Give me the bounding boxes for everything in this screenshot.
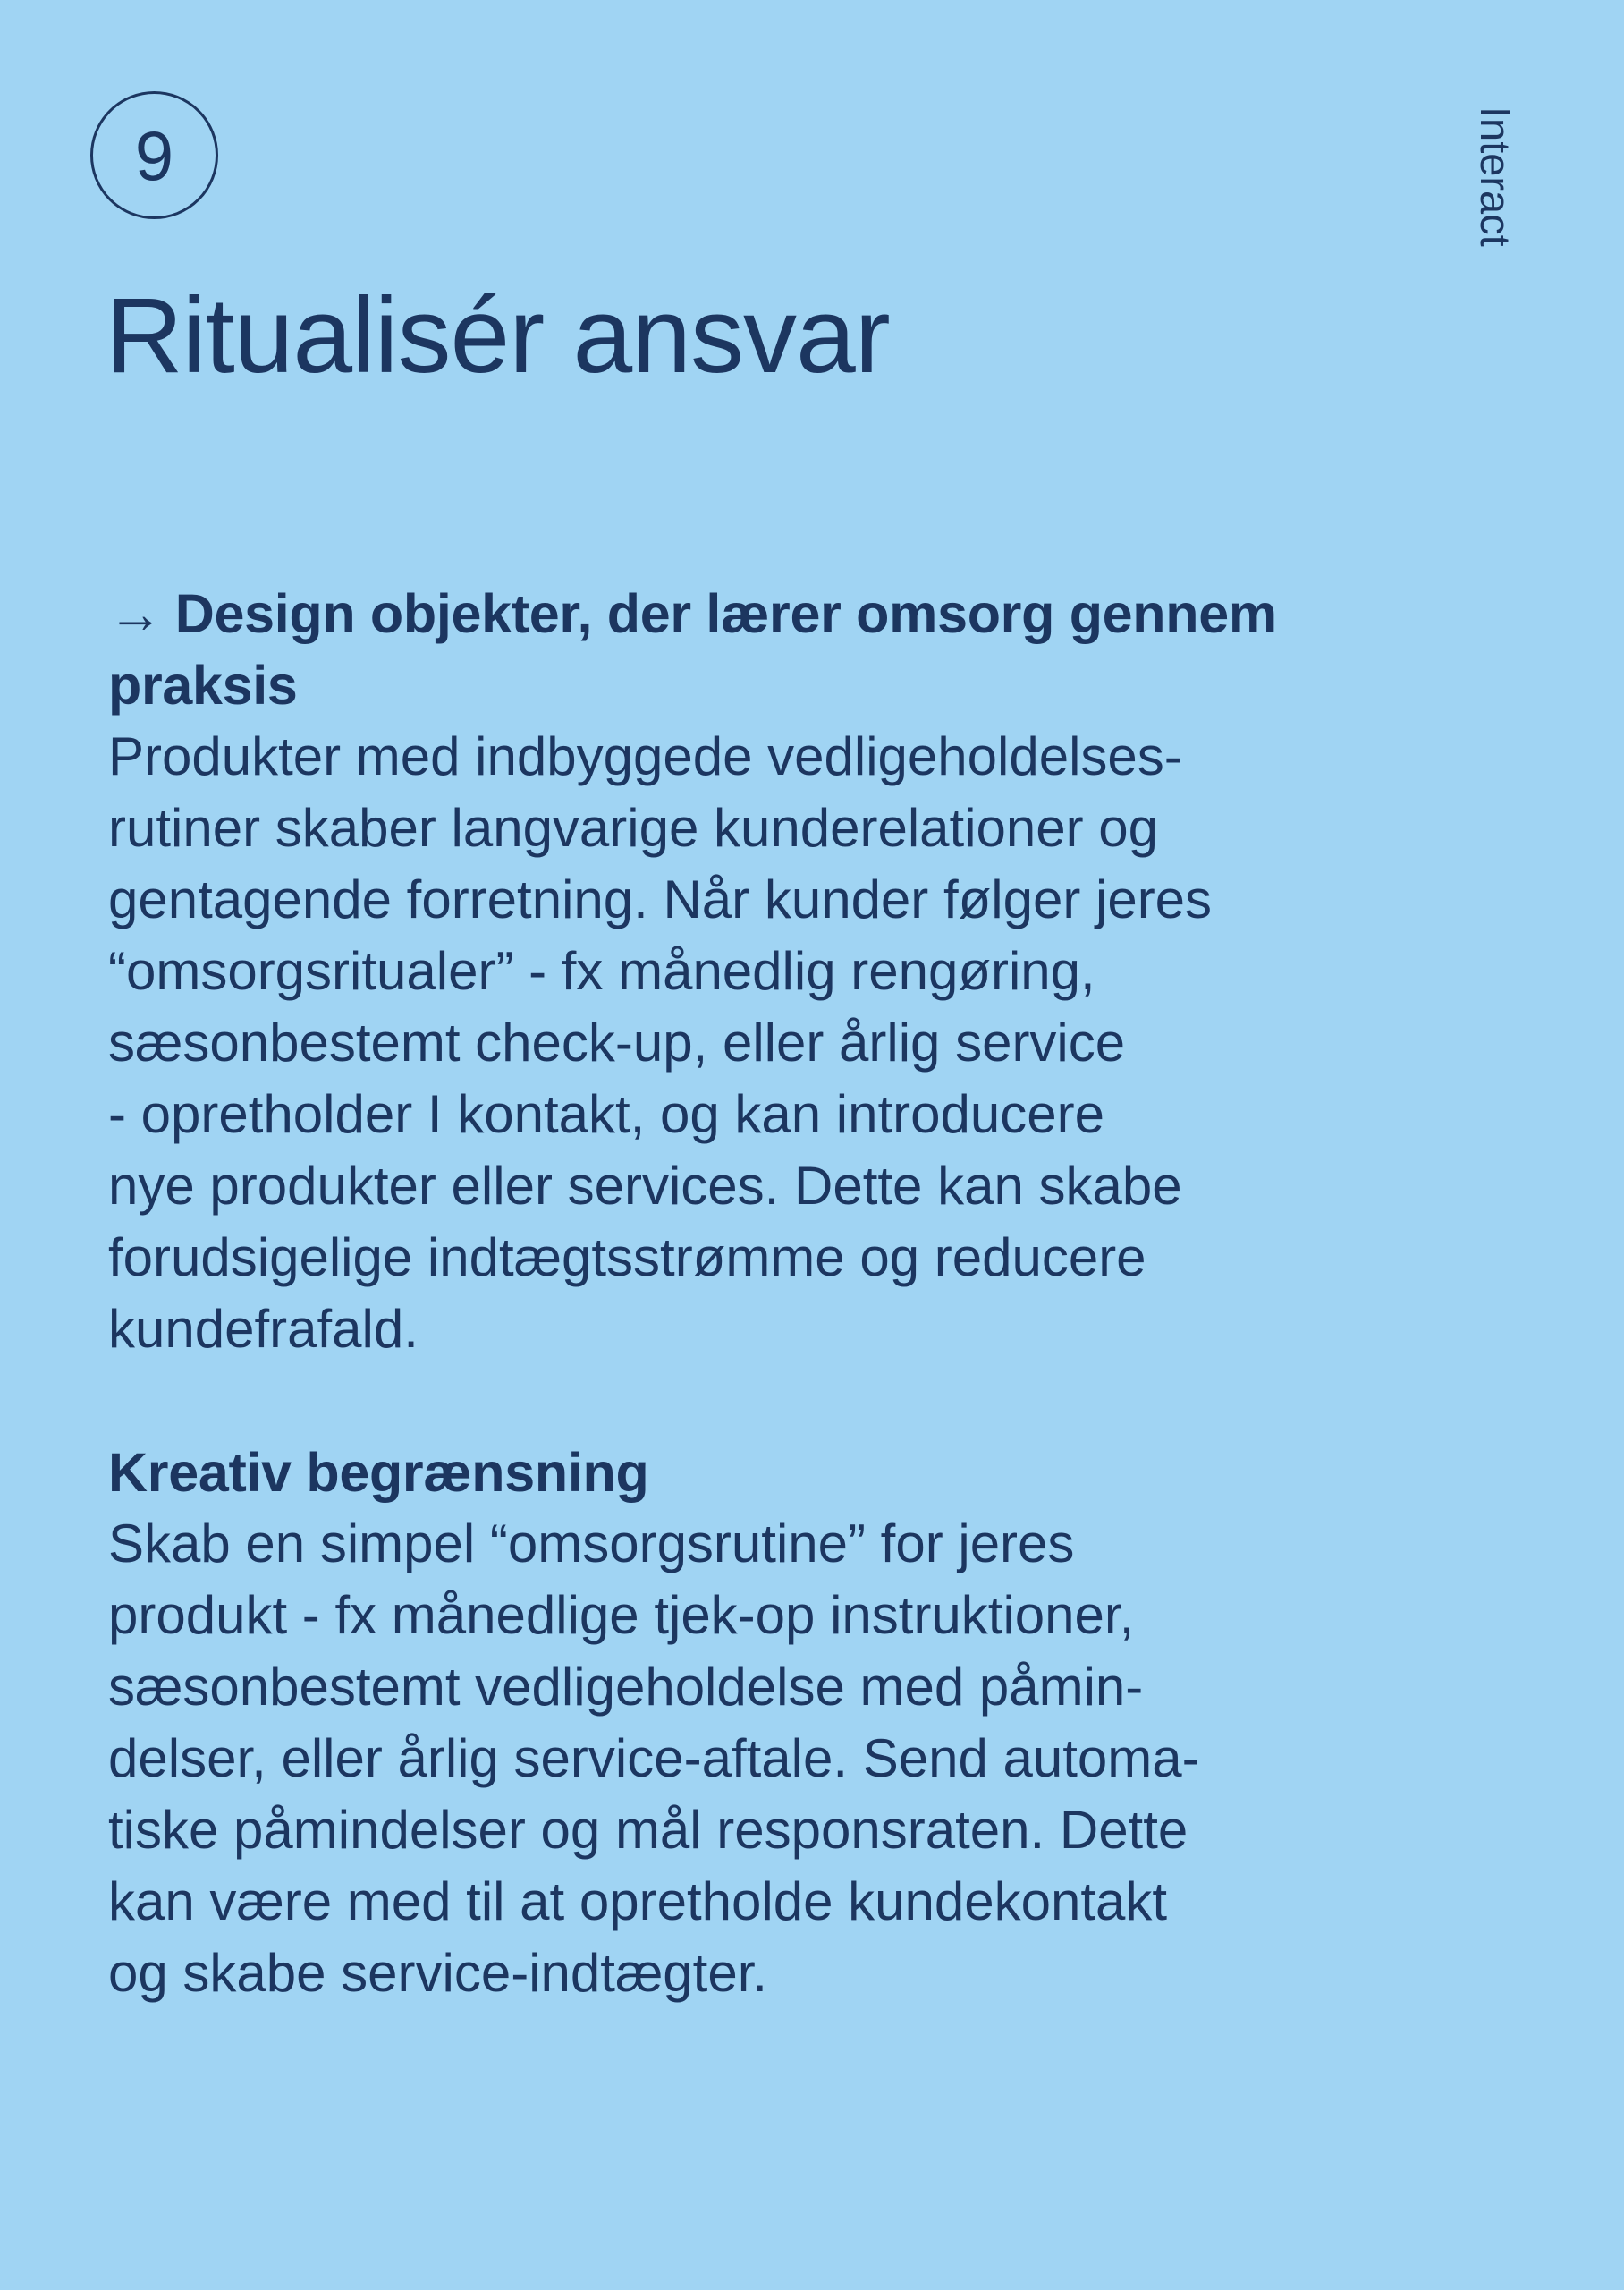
body-line: Skab en simpel “omsorgsrutine” for jeres [108,1514,1075,1573]
arrow-right-icon: → [108,583,163,644]
card-content [108,578,1387,2009]
section-heading-line: praksis [108,655,298,716]
body-line: forudsigelige indtægtsstrømme og reducere [108,1227,1146,1287]
body-line: og skabe service-indtægter. [108,1943,768,2003]
card-number: 9 [134,115,174,195]
section-design-objects [108,578,1387,1365]
category-label: Interact [1472,106,1519,247]
body-line: kundefrafald. [108,1299,419,1359]
page-title: Ritualisér ansvar [106,276,890,395]
body-line: rutiner skaber langvarige kunderelationer og [108,798,1159,858]
body-line: Produkter med indbyggede vedligeholdelses- [108,726,1182,786]
body-line: gentagende forretning. Når kunder følger jeres [108,869,1213,929]
section-heading-line: Design objekter, der lærer omsorg gennem [174,583,1277,644]
body-line: nye produkter eller services. Dette kan skabe [108,1156,1182,1216]
body-line: kan være med til at opretholde kundekontakt [108,1871,1168,1931]
section-heading: Kreativ begrænsning [108,1442,649,1503]
body-line: sæsonbestemt vedligeholdelse med påmin- [108,1657,1144,1717]
card-number-badge [90,91,218,219]
section-creative-constraint [108,1437,1387,2009]
body-line: - opretholder I kontakt, og kan introducere [108,1084,1104,1144]
body-line: sæsonbestemt check-up, eller årlig service [108,1013,1126,1073]
body-line: produkt - fx månedlige tjek-op instruktioner, [108,1585,1135,1645]
body-line: “omsorgsritualer” - fx månedlig rengøring, [108,941,1095,1001]
body-line: delser, eller årlig service-aftale. Send automa- [108,1728,1200,1788]
section-heading [108,578,1387,721]
body-line: tiske påmindelser og mål responsraten. Dette [108,1800,1188,1860]
